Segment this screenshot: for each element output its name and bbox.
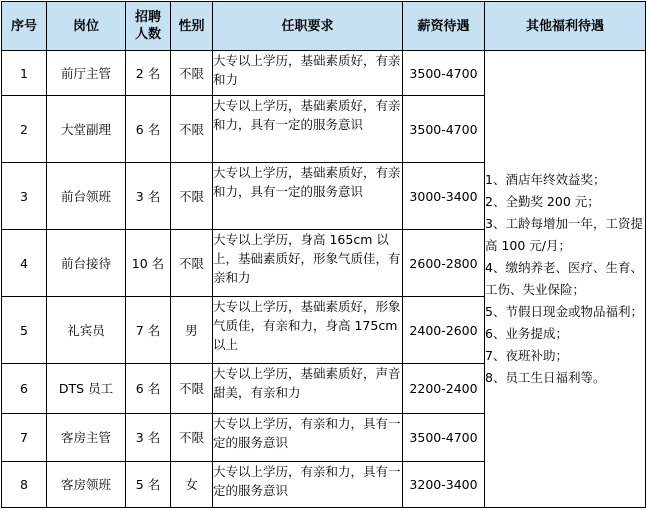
row-requirements: 大专以上学历，身高 165cm 以上，基础素质好，形象气质佳，有亲和力 xyxy=(213,230,403,297)
row-gender: 不限 xyxy=(171,96,213,163)
row-position: 客房领班 xyxy=(47,462,126,508)
benefit-item: 3、工龄每增加一年，工资提高 100 元/月； xyxy=(485,216,643,253)
row-gender: 不限 xyxy=(171,163,213,230)
table-row xyxy=(2,51,646,96)
row-gender: 不限 xyxy=(171,364,213,414)
row-salary: 2600-2800 xyxy=(403,230,485,297)
header-benefits: 其他福利待遇 xyxy=(485,2,646,51)
header-row xyxy=(2,2,646,51)
row-no: 5 xyxy=(2,297,47,364)
benefit-item: 1、酒店年终效益奖； xyxy=(485,172,606,187)
header-no: 序号 xyxy=(2,2,47,51)
benefit-item: 6、业务提成； xyxy=(485,326,568,341)
benefit-item: 2、全勤奖 200 元； xyxy=(485,194,600,209)
row-requirements: 大专以上学历，基础素质好，有亲和力，具有一定的服务意识 xyxy=(213,96,403,163)
row-count: 3 名 xyxy=(126,414,171,462)
row-gender: 男 xyxy=(171,297,213,364)
row-gender: 不限 xyxy=(171,230,213,297)
row-requirements: 大专以上学历，有亲和力，具有一定的服务意识 xyxy=(213,414,403,462)
header-position: 岗位 xyxy=(47,2,126,51)
header-gender: 性别 xyxy=(171,2,213,51)
row-requirements: 大专以上学历，有亲和力，具有一定的服务意识 xyxy=(213,462,403,508)
row-requirements: 大专以上学历，基础素质好，形象气质佳，有亲和力，身高 175cm 以上 xyxy=(213,297,403,364)
recruitment-table xyxy=(1,1,646,508)
row-salary: 3500-4700 xyxy=(403,51,485,96)
row-position: 大堂副理 xyxy=(47,96,126,163)
benefit-item: 5、节假日现金或物品福利； xyxy=(485,304,643,319)
row-no: 4 xyxy=(2,230,47,297)
row-requirements: 大专以上学历，基础素质好，有亲和力 xyxy=(213,51,403,96)
row-position: 前台接待 xyxy=(47,230,126,297)
benefit-item: 8、员工生日福利等。 xyxy=(485,370,606,385)
row-requirements: 大专以上学历，基础素质好，有亲和力，具有一定的服务意识 xyxy=(213,163,403,230)
row-count: 7 名 xyxy=(126,297,171,364)
row-position: 礼宾员 xyxy=(47,297,126,364)
row-salary: 2200-2400 xyxy=(403,364,485,414)
row-requirements: 大专以上学历，基础素质好，声音甜美，有亲和力 xyxy=(213,364,403,414)
row-count: 10 名 xyxy=(126,230,171,297)
row-salary: 3500-4700 xyxy=(403,414,485,462)
row-no: 3 xyxy=(2,163,47,230)
row-no: 8 xyxy=(2,462,47,508)
row-position: 客房主管 xyxy=(47,414,126,462)
row-salary: 3200-3400 xyxy=(403,462,485,508)
row-salary: 2400-2600 xyxy=(403,297,485,364)
row-position: 前厅主管 xyxy=(47,51,126,96)
row-count: 6 名 xyxy=(126,364,171,414)
row-no: 7 xyxy=(2,414,47,462)
header-salary: 薪资待遇 xyxy=(403,2,485,51)
row-no: 1 xyxy=(2,51,47,96)
benefit-item: 7、夜班补助； xyxy=(485,348,568,363)
row-salary: 3000-3400 xyxy=(403,163,485,230)
row-gender: 女 xyxy=(171,462,213,508)
row-no: 2 xyxy=(2,96,47,163)
row-position: DTS 员工 xyxy=(47,364,126,414)
benefit-item: 4、缴纳养老、医疗、生育、工伤、失业保险； xyxy=(485,260,643,297)
benefits-cell xyxy=(485,51,646,508)
row-gender: 不限 xyxy=(171,51,213,96)
row-no: 6 xyxy=(2,364,47,414)
row-count: 2 名 xyxy=(126,51,171,96)
row-count: 6 名 xyxy=(126,96,171,163)
row-count: 3 名 xyxy=(126,163,171,230)
header-count: 招聘人数 xyxy=(126,2,171,51)
row-position: 前台领班 xyxy=(47,163,126,230)
row-gender: 不限 xyxy=(171,414,213,462)
header-requirements: 任职要求 xyxy=(213,2,403,51)
row-salary: 3500-4700 xyxy=(403,96,485,163)
row-count: 5 名 xyxy=(126,462,171,508)
